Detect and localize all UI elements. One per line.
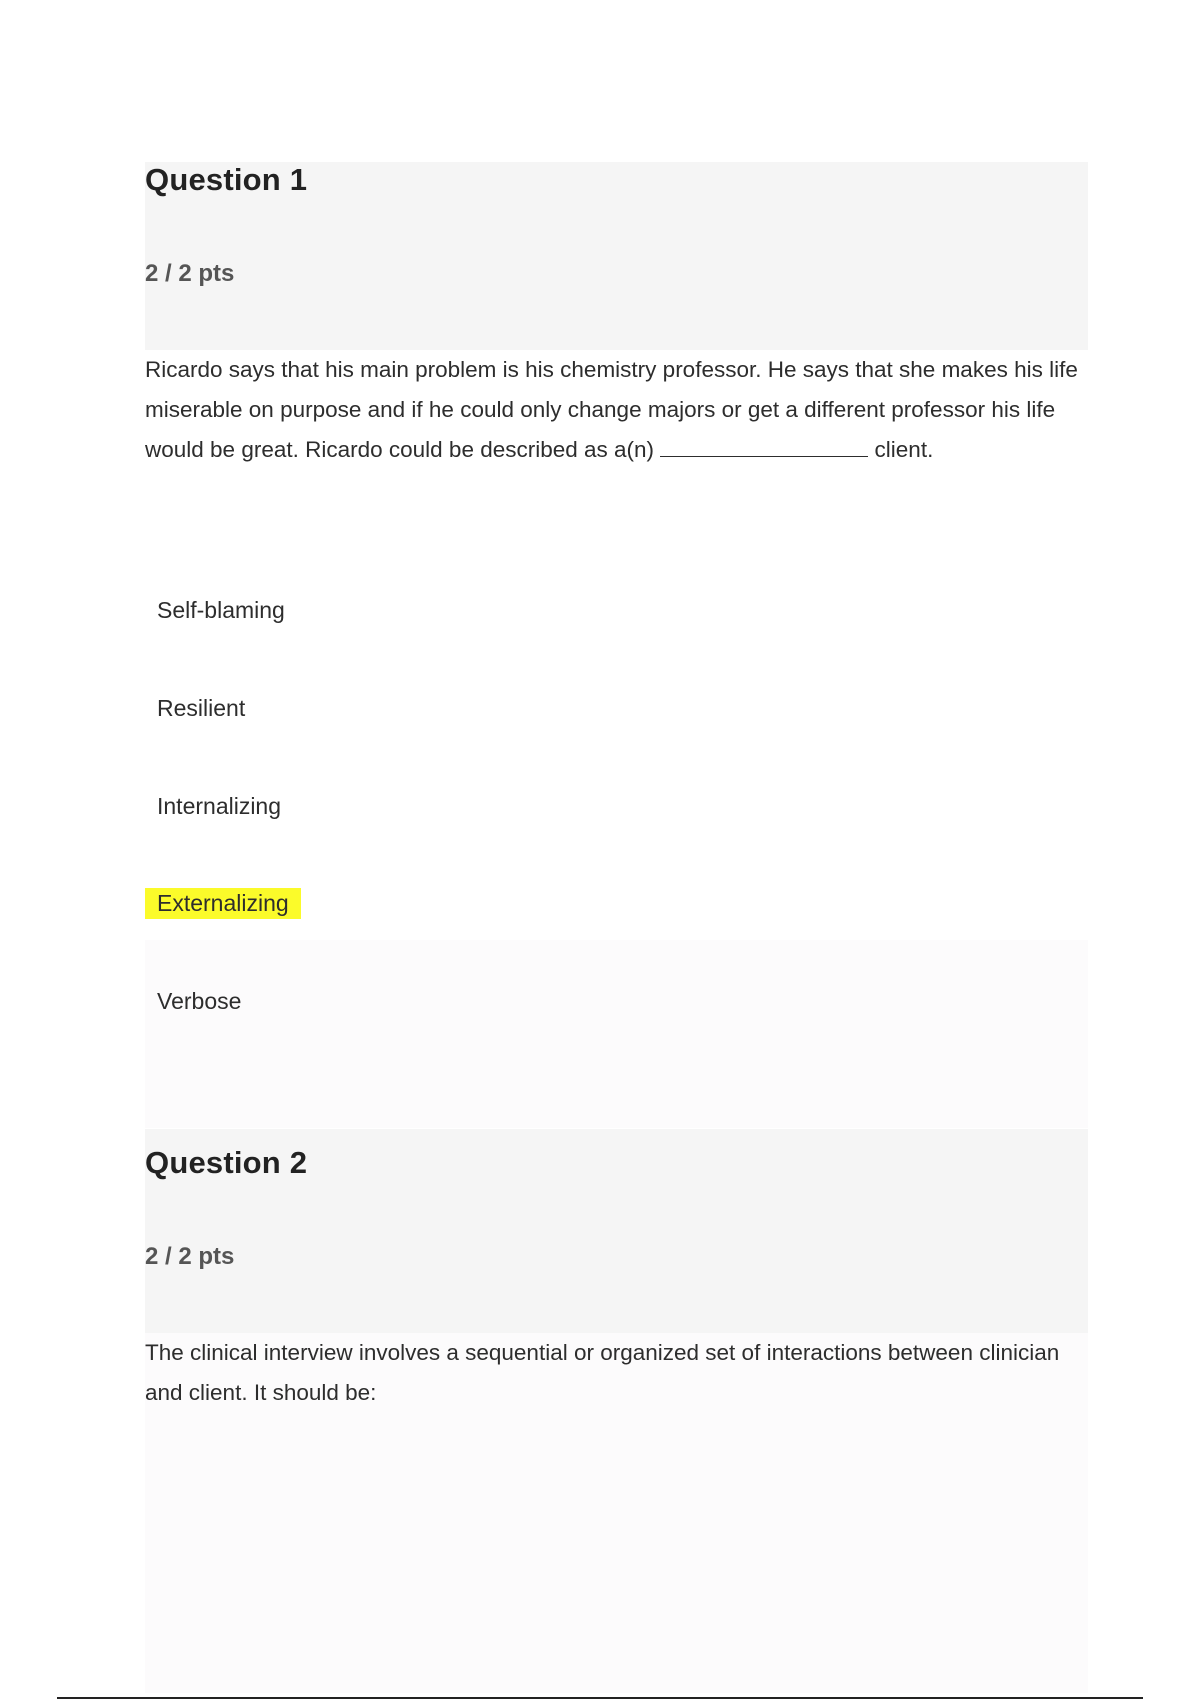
- question-2-body: [145, 1333, 1088, 1413]
- question-1-answer-background: [145, 940, 1088, 1128]
- question-1-title: Question 1: [145, 162, 308, 197]
- answer-option-internalizing[interactable]: Internalizing: [157, 793, 282, 819]
- question-1-points: 2 / 2 pts: [145, 260, 235, 287]
- question-1: [145, 162, 1088, 470]
- page-bottom-rule: [57, 1697, 1143, 1699]
- question-2-header: [145, 1129, 1088, 1333]
- question-1-text-part-2: client.: [868, 437, 934, 462]
- question-1-header: [145, 162, 1088, 350]
- answer-option-verbose[interactable]: Verbose: [157, 988, 242, 1014]
- question-2: [145, 1129, 1088, 1333]
- question-2-text: The clinical interview involves a sequential or organized set of interactions between clinician and client. It should be:: [145, 1340, 1060, 1405]
- answer-option-resilient[interactable]: Resilient: [157, 695, 246, 721]
- question-2-points: 2 / 2 pts: [145, 1243, 235, 1270]
- answer-option-externalizing-selected[interactable]: Externalizing: [145, 888, 301, 919]
- question-1-text: [145, 350, 1088, 470]
- question-2-title: Question 2: [145, 1145, 308, 1180]
- question-1-blank: [660, 436, 868, 457]
- question-1-text-part-1: Ricardo says that his main problem is his chemistry professor. He says that she makes his life miserable on purpose and if he could only change majors or get a different professor his life would be great. Ricardo could be described as a(n): [145, 357, 1078, 462]
- answer-option-self-blaming[interactable]: Self-blaming: [157, 597, 285, 623]
